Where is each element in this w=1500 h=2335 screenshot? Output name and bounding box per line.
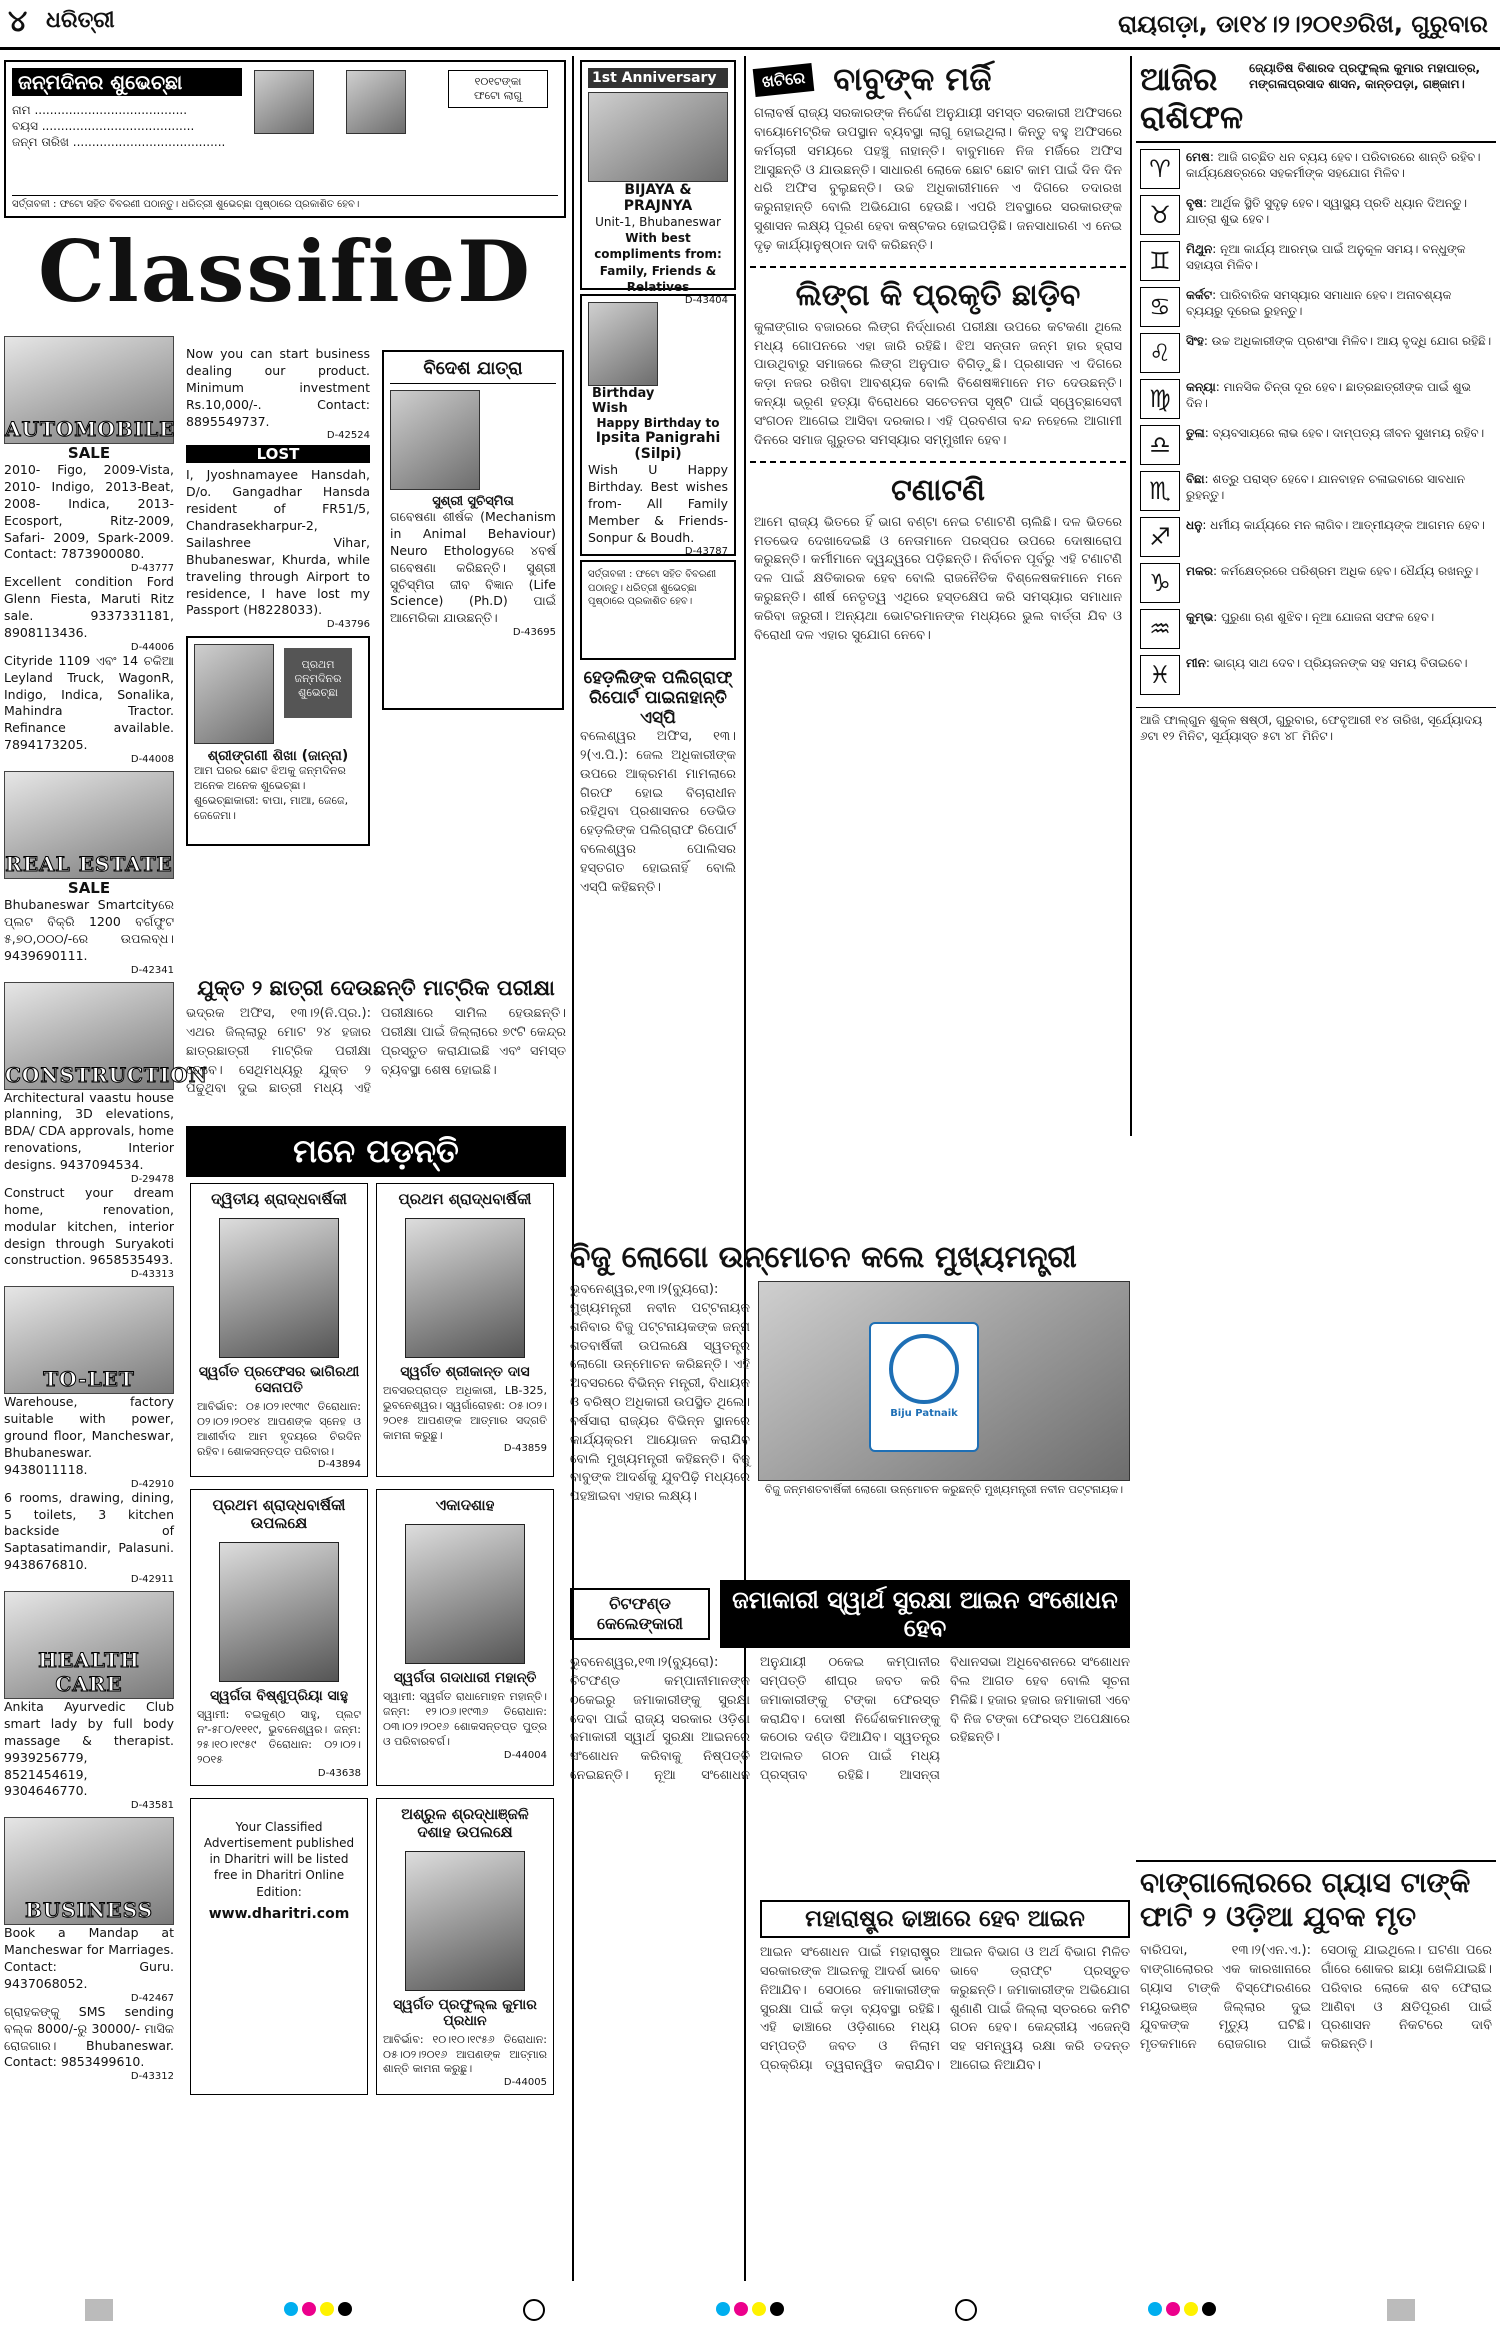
horoscope-title: ଆଜିର ରାଶିଫଳ bbox=[1140, 60, 1244, 137]
zodiac-entry: ♈ ମେଷ: ଆଜି ଗଚ୍ଛିତ ଧନ ବ୍ୟୟ ହେବ। ପରିବାରରେ ଶାନ୍ତି ରହିବ। କାର୍ଯ୍ୟକ୍ଷେତ୍ରରେ ସହକର୍ମୀଙ୍କ ସହଯୋଗ ମିଳିବ। bbox=[1140, 149, 1492, 189]
construction-ad-1: Architectural vaastu house planning, 3D elevations, BDA/ CDA approvals, home renovations, Interior designs. 9437094534. bbox=[4, 1089, 174, 1172]
bangalore-headline: ବାଙ୍ଗାଲୋରରେ ଗ୍ୟାସ ଟାଙ୍କି ଫାଟି ୨ ଓଡ଼ିଆ ଯୁବକ ମୃତ bbox=[1140, 1866, 1471, 1933]
notice-box: ସର୍ତ୍ତାବଳୀ : ଫଟୋ ସହିତ ବିବରଣୀ ପଠାନ୍ତୁ। ଧରିତ୍ରୀ ଶୁଭେଚ୍ଛା ପୃଷ୍ଠାରେ ପ୍ରକାଶିତ ହେବ। bbox=[580, 560, 736, 660]
maharashtra-body: ଆଇନ ସଂଶୋଧନ ପାଇଁ ମହାରାଷ୍ଟ୍ର ସରକାରଙ୍କ ଆଇନକୁ ଆଦର୍ଶ ଭାବେ ନିଆଯିବ। ସେଠାରେ ଜମାକାରୀଙ୍କ ସୁରକ୍ଷା ପାଇଁ କଡ଼ା ବ୍ୟବସ୍ଥା ରହିଛି। ଏହି ଢାଞ୍ଚାରେ ଓଡ଼ିଶାରେ ମଧ୍ୟ ସମ୍ପତ୍ତି ଜବତ ଓ ନିଲାମ ପ୍ରକ୍ରିୟା ତ୍ୱରାନ୍ୱିତ କରାଯିବ। ଆଇନ ବିଭାଗ ଓ ଅର୍ଥ ବିଭାଗ ମିଳିତ ଭାବେ ଡ୍ରାଫ୍ଟ ପ୍ରସ୍ତୁତ କରୁଛନ୍ତି। ଜମାକାରୀଙ୍କ ଅଭିଯୋଗ ଶୁଣାଣି ପାଇଁ ଜିଲ୍ଲା ସ୍ତରରେ କମିଟି ଗଠନ ହେବ। କେନ୍ଦ୍ରୀୟ ଏଜେନ୍ସି ସହ ସମନ୍ୱୟ ରକ୍ଷା କରି ତଦନ୍ତ ଆଗେଇ ନିଆଯିବ। bbox=[760, 1945, 1130, 2074]
zodiac-icon: ♍ bbox=[1140, 379, 1180, 419]
zodiac-list bbox=[1136, 143, 1496, 707]
zodiac-text: ମାନସିକ ଚିନ୍ତା ଦୂର ହେବ। ଛାତ୍ରଛାତ୍ରୀଙ୍କ ପାଇଁ ଶୁଭ ଦିନ। bbox=[1186, 379, 1471, 410]
child-photo bbox=[194, 644, 274, 744]
obituary-photo bbox=[405, 1524, 525, 1664]
anniversary-names: BIJAYA & PRAJNYA bbox=[623, 182, 693, 214]
zodiac-name: ମେଷ bbox=[1186, 149, 1210, 164]
obituary: ଦ୍ୱିତୀୟ ଶ୍ରାଦ୍ଧବାର୍ଷିକୀ ସ୍ୱର୍ଗତ ପ୍ରଫେସର ଭାଗିରଥୀ ସେନାପତି ଆବିର୍ଭାବ: ୦୫।୦୨।୧୯୩୯ ତିରୋଧାନ: ୦୨।୦୨।୨୦୧୪ ଆପଣଙ୍କ ସ୍ନେହ ଓ ଆଶୀର୍ବାଦ ଆମ ହୃଦୟରେ ଚିରଦିନ ରହିବ। ଶୋକସନ୍ତପ୍ତ ପରିବାର। D-43894 bbox=[190, 1183, 368, 1477]
field-date-label: ଜନ୍ମ ତାରିଖ bbox=[12, 135, 69, 150]
bangalore-body: ବାରିପଦା, ୧୩।୨(ଏନ.ଏ.): ବାଙ୍ଗାଲୋରର ଏକ କାରଖାନାରେ ଗ୍ୟାସ ଟାଙ୍କି ବିସ୍ଫୋରଣରେ ମୟୂରଭଞ୍ଜ ଜିଲ୍ଲାର ଦୁଇ ଯୁବକଙ୍କ ମୃତ୍ୟୁ ଘଟିଛି। ମୃତକମାନେ ରୋଜଗାର ପାଇଁ ସେଠାକୁ ଯାଇଥିଲେ। ଘଟଣା ପରେ ଗାଁରେ ଶୋକର ଛାୟା ଖେଳିଯାଇଛି। ପରିବାର ଲୋକେ ଶବ ଫେରାଇ ଆଣିବା ଓ କ୍ଷତିପୂରଣ ପାଇଁ ପ୍ରଶାସନ ନିକଟରେ ଦାବି କରିଛନ୍ତି। bbox=[1140, 1943, 1492, 2053]
zodiac-icon: ♊ bbox=[1140, 241, 1180, 281]
exam-body: ଭଦ୍ରକ ଅଫିସ, ୧୩।୨(ନି.ପ୍ର.): ଏଥର ଜିଲ୍ଲାରୁ ମୋଟ ୨୪ ହଜାର ଛାତ୍ରଛାତ୍ରୀ ମାଟ୍ରିକ ପରୀକ୍ଷା ଦେବେ। ସେଥିମଧ୍ୟରୁ ଯୁକ୍ତ ୨ ପଢୁଥିବା ଦୁଇ ଛାତ୍ରୀ ମଧ୍ୟ ଏହି ପରୀକ୍ଷାରେ ସାମିଲ ହେଉଛନ୍ତି। ପରୀକ୍ଷା ପାଇଁ ଜିଲ୍ଲାରେ ୭୯ଟି କେନ୍ଦ୍ର ପ୍ରସ୍ତୁତ କରାଯାଇଛି ଏବଂ ସମସ୍ତ ବ୍ୟବସ୍ଥା ଶେଷ ହୋଇଛି। bbox=[186, 1006, 566, 1097]
to-let-label: TO-LET bbox=[43, 1367, 135, 1392]
zodiac-entry: ♍ କନ୍ୟା: ମାନସିକ ଚିନ୍ତା ଦୂର ହେବ। ଛାତ୍ରଛାତ୍ରୀଙ୍କ ପାଇଁ ଶୁଭ ଦିନ। bbox=[1140, 379, 1492, 419]
tanatani-story bbox=[750, 469, 1126, 650]
zodiac-text: ଉଚ୍ଚ ଅଧିକାରୀଙ୍କ ପ୍ରଶଂସା ମିଳିବ। ଆୟ ବୃଦ୍ଧି ଯୋଗ ରହିଛି। bbox=[1211, 333, 1492, 348]
gray-bar bbox=[85, 2299, 113, 2321]
column-rule bbox=[572, 56, 574, 2281]
registration-mark bbox=[955, 2299, 977, 2321]
zodiac-entry: ♐ ଧନୁ: ଧର୍ମୀୟ କାର୍ଯ୍ୟରେ ମନ ଲାଗିବ। ଆତ୍ମୀୟଙ୍କ ଆଗମନ ହେବ। bbox=[1140, 517, 1492, 557]
zodiac-icon: ♎ bbox=[1140, 425, 1180, 465]
babu-column bbox=[750, 56, 1126, 260]
greetings-column bbox=[576, 56, 740, 916]
zodiac-entry: ♋ କର୍କଟ: ପାରିବାରିକ ସମସ୍ୟାର ସମାଧାନ ହେବ। ଅନାବଶ୍ୟକ ବ୍ୟୟରୁ ଦୂରେଇ ରୁହନ୍ତୁ। bbox=[1140, 287, 1492, 327]
gender-body: କୁଳାଙ୍ଗାର ବଜାରରେ ଲିଙ୍ଗ ନିର୍ଦ୍ଧାରଣ ପରୀକ୍ଷା ଉପରେ କଟକଣା ଥିଲେ ମଧ୍ୟ ଗୋପନରେ ଏହା ଜାରି ରହିଛି। ଝିଅ ସନ୍ତାନ ଜନ୍ମ ହାର ହ୍ରାସ ପାଉଥିବାରୁ ସମାଜରେ ଲିଙ୍ଗ ଅନୁପାତ ବିଗିଡ଼ୁଛି। ପ୍ରଶାସନ ଏ ଦିଗରେ କଡ଼ା ନଜର ରଖିବା ଆବଶ୍ୟକ ବୋଲି ବିଶେଷଜ୍ଞମାନେ ମତ ଦେଉଛନ୍ତି। କନ୍ୟା ଭ୍ରୂଣ ହତ୍ୟା ବିରୋଧରେ ସଚେତନତା ସୃଷ୍ଟି ପାଇଁ ସ୍ୱେଚ୍ଛାସେବୀ ସଂଗଠନ ଆଗେଇ ଆସିବା ଦରକାର। ଏହି ପ୍ରବଣତା ବନ୍ଦ ନହେଲେ ଆଗାମୀ ଦିନରେ ସମାଜ ଗୁରୁତର ସମସ୍ୟାର ସମ୍ମୁଖୀନ ହେବ। bbox=[754, 319, 1122, 448]
zodiac-icon: ♉ bbox=[1140, 195, 1180, 235]
zodiac-text: ଭାଗ୍ୟ ସାଥ ଦେବ। ପ୍ରିୟଜନଙ୍କ ସହ ସମୟ ବିତାଇବେ। bbox=[1213, 655, 1468, 670]
dateline: ରାୟଗଡ଼ା, ଡା୧୪।୨।୨୦୧୬ରିଖ, ଗୁରୁବାର bbox=[1118, 10, 1488, 38]
business-opportunity-ad: Now you can start business dealing our product. Minimum investment Rs.10,000/-. Contact: 8895549737. bbox=[186, 346, 370, 429]
zodiac-name: ତୁଳା bbox=[1186, 425, 1205, 440]
cm-photo bbox=[758, 1281, 1130, 1481]
zodiac-name: କର୍କଟ bbox=[1186, 287, 1213, 302]
obituary: ଏକାଦଶାହ ସ୍ୱର୍ଗତା ଗଦାଧାରୀ ମହାନ୍ତି ସ୍ୱାମୀ: ସ୍ୱର୍ଗତ ରାଧାମୋହନ ମହାନ୍ତି। ଜନ୍ମ: ୧୨।୦୬।୧୯୩୬ ତିରୋଧାନ: ୦୩।୦୨।୨୦୧୬ ଶୋକସନ୍ତପ୍ତ ପୁତ୍ର ଓ ପରିବାରବର୍ଗ। D-44004 bbox=[376, 1489, 554, 1785]
astrologer-credit: ଜ୍ୟୋତିଷ ବିଶାରଦ ପ୍ରଫୁଲ୍ଲ କୁମାର ମହାପାତ୍ର, ମଙ୍ଗଳାପ୍ରସାଦ ଶାସନ, କାନ୍ତପଡ଼ା, ଗଞ୍ଜାମ। bbox=[1249, 61, 1481, 92]
polygraph-story bbox=[576, 664, 740, 902]
birthday-form: ଜନ୍ମଦିନର ଶୁଭେଚ୍ଛା ନାମ ........................................ ବୟସ ........................................ ଜନ୍ମ ତାରିଖ ........................................ ୧୦୧ଟଙ୍କା ଫଟୋ ଲାଗୁ ସର୍ତ୍ତାବଳୀ : ଫଟୋ ସହିତ ବିବରଣୀ ପଠାନ୍ତୁ। ଧରିତ୍ରୀ ଶୁଭେଚ୍ଛା ପୃଷ୍ଠାରେ ପ୍ରକାଶିତ ହେବ। bbox=[4, 60, 566, 218]
zodiac-name: କନ୍ୟା bbox=[1186, 379, 1216, 394]
zodiac-name: ବିଛା bbox=[1186, 471, 1205, 486]
color-dots bbox=[282, 2301, 354, 2320]
zodiac-text: ବ୍ୟବସାୟରେ ଲାଭ ହେବ। ଦାମ୍ପତ୍ୟ ଜୀବନ ସୁଖମୟ ରହିବ। bbox=[1212, 425, 1485, 440]
zodiac-icon: ♏ bbox=[1140, 471, 1180, 511]
to-let-ad-2: 6 rooms, drawing, dining, 5 toilets, 3 kitchen backside of Saptasatimandir, Palasuni. 9438676810. bbox=[4, 1489, 174, 1573]
zodiac-text: ନୂଆ କାର୍ଯ୍ୟ ଆରମ୍ଭ ପାଇଁ ଅନୁକୂଳ ସମୟ। ବନ୍ଧୁଙ୍କ ସହାୟତା ମିଳିବ। bbox=[1186, 241, 1466, 272]
zodiac-name: ଧନୁ bbox=[1186, 517, 1203, 532]
student-name: ସୁଶ୍ରୀ ସୁଚିସ୍ମିତା bbox=[432, 494, 514, 509]
obituary: ପ୍ରଥମ ଶ୍ରାଦ୍ଧବାର୍ଷିକୀ ସ୍ୱର୍ଗତ ଶ୍ରୀକାନ୍ତ ଦାସ ଅବସରପ୍ରାପ୍ତ ଅଧିକାରୀ, LB-325, ଭୁବନେଶ୍ୱର। ସ୍ୱର୍ଗାରୋହଣ: ୦୫।୦୨।୨୦୧୫ ଆପଣଙ୍କ ଆତ୍ମାର ସଦ୍‌ଗତି କାମନା କରୁଛୁ। D-43859 bbox=[376, 1183, 554, 1477]
biju-logo bbox=[869, 1322, 979, 1452]
to-let-ad-1: Warehouse, factory suitable with power, ground floor, Mancheswar, Bhubaneswar. 9438011118. bbox=[4, 1394, 174, 1477]
classified-title: ClassifieD bbox=[37, 222, 533, 321]
zodiac-name: ସିଂହ bbox=[1186, 333, 1204, 348]
tanatani-headline: ଟଣାଟଣି bbox=[891, 472, 985, 508]
birthday-wish-label: Birthday Wish bbox=[592, 386, 655, 416]
anniversary-box: 1st Anniversary BIJAYA & PRAJNYA Unit-1, Bhubaneswar With best compliments from: Family, Friends & Relatives D-43404 bbox=[580, 60, 736, 290]
birthday-wish-box: Birthday Wish Happy Birthday to Ipsita Panigrahi (Silpi) Wish U Happy Birthday. Best wishes from- All Family Member & Friends- Sonpur & Boudh. D-43787 bbox=[580, 294, 736, 556]
construction-ad-2: Construct your dream home, renovation, modular kitchen, interior design through Suryakoti construction. 9658535493. bbox=[4, 1184, 174, 1268]
zodiac-text: କର୍ମକ୍ଷେତ୍ରରେ ପରିଶ୍ରମ ଅଧିକ ହେବ। ଧୈର୍ଯ୍ୟ ରଖନ୍ତୁ। bbox=[1220, 563, 1479, 578]
zodiac-icon: ♈ bbox=[1140, 149, 1180, 189]
lost-passport-ad: I, Jyoshnamayee Hansdah, D/o. Gangadhar Hansda resident of FR51/5, Chandrasekharpur-2, Sailashree Vihar, Bhubaneswar, Khurda, while traveling through Airport to residence, I have lost my Passport (H8228033). bbox=[186, 467, 370, 618]
sale-label: SALE bbox=[67, 444, 111, 462]
tanatani-body: ଆମେ ରାଜ୍ୟ ଭିତରେ ହିଁ ଭାଗ ବଣ୍ଟା ନେଇ ଟଣାଟଣି ଚାଲିଛି। ଦଳ ଭିତରେ ମତଭେଦ ଦେଖାଦେଇଛି ଓ ନେତାମାନେ ପରସ୍ପର ଉପରେ ଦୋଷାରୋପ କରୁଛନ୍ତି। କର୍ମୀମାନେ ଦ୍ୱନ୍ଦ୍ୱରେ ପଡ଼ିଛନ୍ତି। ନିର୍ବାଚନ ପୂର୍ବରୁ ଏହି ଟଣାଟଣି ଦଳ ପାଇଁ କ୍ଷତିକାରକ ହେବ ବୋଲି ରାଜନୈତିକ ବିଶ୍ଳେଷକମାନେ ମନେ କରୁଛନ୍ତି। ଶୀର୍ଷ ନେତୃତ୍ୱ ଏଥିରେ ହସ୍ତକ୍ଷେପ କରି ସମସ୍ୟାର ସମାଧାନ କରିବା ଜରୁରୀ। ଅନ୍ୟଥା ଭୋଟରମାନଙ୍କ ମଧ୍ୟରେ ଭୁଲ ବାର୍ତ୍ତା ଯିବ ଓ ବିରୋଧୀ ଦଳ ଏହାର ସୁଯୋଗ ନେବେ। bbox=[754, 514, 1122, 643]
gender-story bbox=[750, 274, 1126, 455]
student-photo bbox=[390, 390, 480, 490]
exam-story bbox=[186, 976, 566, 1099]
zodiac-text: ପୁରୁଣା ଋଣ ଶୁଝିବ। ନୂଆ ଯୋଜନା ସଫଳ ହେବ। bbox=[1221, 609, 1435, 624]
business-image bbox=[4, 1817, 174, 1925]
classifieds-area bbox=[0, 56, 570, 2281]
exam-headline: ଯୁକ୍ତ ୨ ଛାତ୍ରୀ ଦେଉଛନ୍ତି ମାଟ୍ରିକ ପରୀକ୍ଷା bbox=[197, 976, 555, 1000]
zodiac-icon: ♓ bbox=[1140, 655, 1180, 695]
obituary: ପ୍ରଥମ ଶ୍ରାଦ୍ଧବାର୍ଷିକୀ ଉପଲକ୍ଷେ ସ୍ୱର୍ଗତା ବିଷ୍ଣୁପ୍ରିୟା ସାହୁ ସ୍ୱାମୀ: ବଇକୁଣ୍ଠ ସାହୁ, ପ୍ଲଟ ନଂ-୫୮୦/୧୧୧୯, ଭୁବନେଶ୍ୱର। ଜନ୍ମ: ୨୫।୧୦।୧୯୫୯ ତିରୋଧାନ: ୦୨।୦୨।୨୦୧୫ D-43638 bbox=[190, 1489, 368, 1785]
chitfund-headline: ଜମାକାରୀ ସ୍ୱାର୍ଥ ସୁରକ୍ଷା ଆଇନ ସଂଶୋଧନ ହେବ bbox=[720, 1580, 1130, 1648]
field-name-label: ନାମ bbox=[12, 103, 31, 117]
dharitri-online-ad: Your Classified Advertisement published in Dharitri will be listed free in Dharitri Online Edition: www.dharitri.com bbox=[190, 1798, 368, 2096]
child-birthday-box bbox=[186, 636, 370, 846]
polygraph-body: ବଲେଶ୍ୱର ଅଫିସ, ୧୩।୨(ଏ.ପି.): ଜେଲ ଅଧିକାରୀଙ୍କ ଉପରେ ଆକ୍ରମଣ ମାମଲାରେ ଗିରଫ ହୋଇ ବିଚାରାଧୀନ ରହିଥିବା ପ୍ରଶାସନର ଡେଭିଡ ହେଡ଼ଲିଙ୍କ ପଲିଗ୍ରାଫ ରିପୋର୍ଟ ବଲେଶ୍ୱର ପୋଲିସର ହସ୍ତଗତ ହୋଇନାହିଁ ବୋଲି ଏସ୍‌ପି କହିଛନ୍ତି। bbox=[580, 729, 736, 895]
print-marks bbox=[0, 2285, 1500, 2335]
automobile-image bbox=[4, 336, 174, 444]
zodiac-text: ଆଜି ଗଚ୍ଛିତ ଧନ ବ୍ୟୟ ହେବ। ପରିବାରରେ ଶାନ୍ତି ରହିବ। କାର୍ଯ୍ୟକ୍ଷେତ୍ରରେ ସହକର୍ମୀଙ୍କ ସହଯୋଗ ମିଳିବ। bbox=[1186, 149, 1481, 180]
biju-caption: ବିଜୁ ଜନ୍ମଶତବାର୍ଷିକୀ ଲୋଗୋ ଉନ୍ମୋଚନ କରୁଛନ୍ତି ମୁଖ୍ୟମନ୍ତ୍ରୀ ନବୀନ ପଟ୍ଟନାୟକ। bbox=[764, 1483, 1124, 1496]
biju-logo-text: Biju Patnaik bbox=[890, 1408, 958, 1419]
zodiac-icon: ♒ bbox=[1140, 609, 1180, 649]
gender-headline: ଲିଙ୍ଗ କି ପ୍ରକୃତି ଛାଡ଼ିବ bbox=[795, 277, 1081, 313]
chitfund-story bbox=[570, 1580, 1130, 1900]
child-photo-2 bbox=[346, 70, 406, 134]
lost-label: LOST bbox=[186, 445, 370, 463]
page-number: ୪ bbox=[8, 4, 28, 39]
automobile-label: AUTOMOBILE bbox=[5, 417, 176, 441]
panjika-footer: ଆଜି ଫାଲ୍‌ଗୁନ ଶୁକ୍ଳ ଷଷ୍ଠୀ, ଗୁରୁବାର, ଫେବୃଆରୀ ୧୪ ତାରିଖ, ସୂର୍ଯ୍ୟୋଦୟ ୬ଟା ୧୨ ମିନିଟ, ସୂର୍ଯ୍ୟାସ୍ତ ୫ଟା ୪୮ ମିନିଟ। bbox=[1136, 707, 1496, 748]
color-dots bbox=[714, 2301, 786, 2320]
birthday-form-note: ସର୍ତ୍ତାବଳୀ : ଫଟୋ ସହିତ ବିବରଣୀ ପଠାନ୍ତୁ। ଧରିତ୍ରୀ ଶୁଭେଚ୍ଛା ପୃଷ୍ଠାରେ ପ୍ରକାଶିତ ହେବ। bbox=[12, 195, 558, 210]
masthead: ଧରିତ୍ରୀ bbox=[46, 8, 115, 33]
real-estate-image bbox=[4, 771, 174, 879]
zodiac-entry: ♓ ମୀନ: ଭାଗ୍ୟ ସାଥ ଦେବ। ପ୍ରିୟଜନଙ୍କ ସହ ସମୟ ବିତାଇବେ। bbox=[1140, 655, 1492, 695]
chitfund-body: ଭୁବନେଶ୍ୱର,୧୩।୨(ବ୍ୟୁରୋ): ଚିଟଫଣ୍ଡ କମ୍ପାନୀମାନଙ୍କ ଠକେଇରୁ ଜମାକାରୀଙ୍କୁ ସୁରକ୍ଷା ଦେବା ପାଇଁ ରାଜ୍ୟ ସରକାର ଓଡ଼ିଶା ଜମାକାରୀ ସ୍ୱାର୍ଥ ସୁରକ୍ଷା ଆଇନରେ ସଂଶୋଧନ କରିବାକୁ ନିଷ୍ପତ୍ତି ନେଇଛନ୍ତି। ନୂଆ ସଂଶୋଧନ ଅନୁଯାୟୀ ଠକେଇ କମ୍ପାନୀର ସମ୍ପତ୍ତି ଶୀଘ୍ର ଜବତ କରି ଜମାକାରୀଙ୍କୁ ଟଙ୍କା ଫେରସ୍ତ କରାଯିବ। ଦୋଷୀ ନିର୍ଦ୍ଦେଶକମାନଙ୍କୁ କଠୋର ଦଣ୍ଡ ଦିଆଯିବ। ସ୍ୱତନ୍ତ୍ର ଅଦାଲତ ଗଠନ ପାଇଁ ମଧ୍ୟ ପ୍ରସ୍ତାବ ରହିଛି। ଆସନ୍ତା ବିଧାନସଭା ଅଧିବେଶନରେ ସଂଶୋଧନ ବିଲ ଆଗତ ହେବ ବୋଲି ସୂଚନା ମିଳିଛି। ହଜାର ହଜାର ଜମାକାରୀ ଏବେ ବି ନିଜ ଟଙ୍କା ଫେରସ୍ତ ଅପେକ୍ଷାରେ ରହିଛନ୍ତି। bbox=[570, 1655, 1130, 1784]
biju-headline: ବିଜୁ ଲୋଗୋ ଉନ୍ମୋଚନ କଲେ ମୁଖ୍ୟମନ୍ତ୍ରୀ bbox=[570, 1240, 1077, 1275]
babu-body: ଗଲାବର୍ଷ ରାଜ୍ୟ ସରକାରଙ୍କ ନିର୍ଦ୍ଦେଶ ଅନୁଯାୟୀ ସମସ୍ତ ସରକାରୀ ଅଫିସରେ ବାୟୋମେଟ୍ରିକ ଉପସ୍ଥାନ ବ୍ୟବସ୍ଥା ଲାଗୁ ହୋଇଥିଲା। କିନ୍ତୁ ବହୁ ଅଫିସରେ କର୍ମଚାରୀ ସମୟରେ ପହଞ୍ଚୁ ନାହାନ୍ତି। ବାବୁମାନେ ନିଜ ମର୍ଜିରେ ଅଫିସ ଆସୁଛନ୍ତି ଓ ଯାଉଛନ୍ତି। ସାଧାରଣ ଲୋକେ ଛୋଟ ଛୋଟ କାମ ପାଇଁ ଦିନ ଦିନ ଧରି ଅଫିସ ବୁଲୁଛନ୍ତି। ଉଚ୍ଚ ଅଧିକାରୀମାନେ ଏ ଦିଗରେ ତଦାରଖ କରୁନାହାନ୍ତି ବୋଲି ଅଭିଯୋଗ ହେଉଛି। ଏପରି ଅବସ୍ଥାରେ ସରକାରଙ୍କ ସୁଶାସନ ଲକ୍ଷ୍ୟ ପୂରଣ ହେବା କଷ୍ଟକର ହୋଇପଡ଼ିଛି। ଜନସାଧାରଣ ଏ ନେଇ ଦୃଢ଼ କାର୍ଯ୍ୟାନୁଷ୍ଠାନ ଦାବି କରିଛନ୍ତି। bbox=[754, 106, 1122, 253]
girl-photo bbox=[588, 302, 658, 386]
category-sidebar: AUTOMOBILE SALE 2010- Figo, 2009-Vista, 2010- Indigo, 2013-Beat, 2008- Indica, 2013- Ecosport, Ritz-2009, Safari- 2009, Spark-2009. Contact: 7873900080. D-43777 Excellent condition Ford Glenn Fiesta, Maruti Ritz sale. 9337331181, 8908113436. D-44006 Cityride 1109 ଏବଂ 14 ଚକିଆ Leyland Truck, WagonR, Indigo, Indica, Sonalika, Mahindra Tractor. Refinance available. 7894173205. D-44008 REAL ESTATE SALE Bhubaneswar Smartcityରେ ପ୍ଲଟ ବିକ୍ରି 1200 ବର୍ଗଫୁଟ ୫,୭୦,୦୦୦/-ରେ ଉପଲବ୍ଧ। 9439690111. D-42341 CONSTRUCTION Architectural vaastu house planning, 3D elevations, BDA/ CDA approvals, home renovations, Interior designs. 9437094534. D-29478 Construct your dream home, renovation, modular kitchen, interior design through Suryakoti construction. 9658535493. D-43313 TO-LET Warehouse, factory suitable with power, ground floor, Mancheswar, Bhubaneswar. 9438011118. D-42910 6 rooms, drawing, dining, 5 toilets, 3 kitchen backside of Saptasatimandir, Palasuni. 9438676810. D-42911 HEALTH CARE Ankita Ayurvedic Club smart lady by full body massage & therapist. 9939256779, 8521454619, 9304646770. D-43581 BUSINESS Book a Mandap at Mancheswar for Marriages. Contact: Guru. 9437068052. D-42467 ଗ୍ରାହକଙ୍କୁ SMS sending ବଲ୍କ 8000/-ରୁ 30000/- ମାସିକ ରୋଜଗାର। Bhubaneswar. Contact: 9853499610. D-43312 bbox=[4, 336, 174, 2082]
column-rule bbox=[1130, 56, 1132, 1136]
zodiac-text: ପାରିବାରିକ ସମସ୍ୟାର ସମାଧାନ ହେବ। ଅନାବଶ୍ୟକ ବ୍ୟୟରୁ ଦୂରେଇ ରୁହନ୍ତୁ। bbox=[1186, 287, 1452, 318]
birthday-form-title: ଜନ୍ମଦିନର ଶୁଭେଚ୍ଛା bbox=[12, 68, 242, 96]
health-care-image bbox=[4, 1591, 174, 1699]
zodiac-entry: ♊ ମିଥୁନ: ନୂଆ କାର୍ଯ୍ୟ ଆରମ୍ଭ ପାଇଁ ଅନୁକୂଳ ସମୟ। ବନ୍ଧୁଙ୍କ ସହାୟତା ମିଳିବ। bbox=[1140, 241, 1492, 281]
anniversary-label: 1st Anniversary bbox=[588, 68, 728, 88]
foreign-trip-body: ଗବେଷଣା ଶୀର୍ଷକ (Mechanism in Animal Behaviour) Neuro Ethologyରେ ୪ବର୍ଷ ଗବେଷଣା କରିଛନ୍ତି। ସୁଶ୍ରୀ ସୁଚିସ୍ମିତା ଜୀବ ବିଜ୍ଞାନ (Life Science) (Ph.D) ପାଇଁ ଆମେରିକା ଯାଉଛନ୍ତି। bbox=[390, 509, 556, 626]
column-rule bbox=[744, 56, 746, 2281]
zodiac-icon: ♋ bbox=[1140, 287, 1180, 327]
zodiac-entry: ♏ ବିଛା: ଶତ୍ରୁ ପରାସ୍ତ ହେବେ। ଯାନବାହନ ଚଳାଇବାରେ ସାବଧାନ ରୁହନ୍ତୁ। bbox=[1140, 471, 1492, 511]
couple-photo bbox=[588, 92, 728, 182]
auto-ad-1: 2010- Figo, 2009-Vista, 2010- Indigo, 2013-Beat, 2008- Indica, 2013- Ecosport, Ritz-2009, Safari- 2009, Spark-2009. Contact: 7873900080. bbox=[4, 462, 174, 562]
first-birthday-badge: ପ୍ରଥମ ଜନ୍ମଦିନର ଶୁଭେଚ୍ଛା bbox=[284, 648, 352, 718]
editorial-column bbox=[750, 56, 1126, 1276]
babu-headline: ବାବୁଙ୍କ ମର୍ଜି bbox=[833, 60, 992, 98]
auto-ad-2: Excellent condition Ford Glenn Fiesta, Maruti Ritz sale. 9337331181, 8908113436. bbox=[4, 574, 174, 640]
page-header bbox=[0, 0, 1500, 50]
price-box: ୧୦୧ଟଙ୍କା ଫଟୋ ଲାଗୁ bbox=[448, 70, 548, 108]
zodiac-entry: ♒ କୁମ୍ଭ: ପୁରୁଣା ଋଣ ଶୁଝିବ। ନୂଆ ଯୋଜନା ସଫଳ ହେବ। bbox=[1140, 609, 1492, 649]
dharitri-url[interactable]: www.dharitri.com bbox=[208, 1905, 350, 1922]
to-let-image bbox=[4, 1286, 174, 1394]
business-label: BUSINESS bbox=[24, 1898, 154, 1923]
health-care-ad-1: Ankita Ayurvedic Club smart lady by full body massage & therapist. 9939256779, 8521454619, 9304646770. bbox=[4, 1699, 174, 1799]
zodiac-name: ମିଥୁନ bbox=[1186, 241, 1213, 256]
obituary: ଅଶ୍ରୁଳ ଶ୍ରଦ୍ଧାଞ୍ଜଳି ଦଶାହ ଉପଲକ୍ଷେ ସ୍ୱର୍ଗତ ପ୍ରଫୁଲ୍ଲ କୁମାର ପ୍ରଧାନ ଆବିର୍ଭାବ: ୧୦।୧୦।୧୯୫୬ ତିରୋଧାନ: ୦୫।୦୨।୨୦୧୬ ଆପଣଙ୍କ ଆତ୍ମାର ଶାନ୍ତି କାମନା କରୁଛୁ। D-44005 bbox=[376, 1798, 554, 2096]
zodiac-icon: ♌ bbox=[1140, 333, 1180, 373]
field-age-label: ବୟସ bbox=[12, 119, 38, 134]
foreign-trip-box: ବିଦେଶ ଯାତ୍ରା ସୁଶ୍ରୀ ସୁଚିସ୍ମିତା ଗବେଷଣା ଶୀର୍ଷକ (Mechanism in Animal Behaviour) Neuro Ethologyରେ ୪ବର୍ଷ ଗବେଷଣା କରିଛନ୍ତି। ସୁଶ୍ରୀ ସୁଚିସ୍ମିତା ଜୀବ ବିଜ୍ଞାନ (Life Science) (Ph.D) ପାଇଁ ଆମେରିକା ଯାଉଛନ୍ତି। D-43695 bbox=[382, 350, 564, 710]
registration-mark bbox=[523, 2299, 545, 2321]
zodiac-text: ଶତ୍ରୁ ପରାସ୍ତ ହେବେ। ଯାନବାହନ ଚଳାଇବାରେ ସାବଧାନ ରୁହନ୍ତୁ। bbox=[1186, 471, 1466, 502]
memorial-section bbox=[186, 1126, 566, 2101]
babu-kicker: ଖଟିରେ bbox=[753, 62, 815, 96]
auto-ad-3: Cityride 1109 ଏବଂ 14 ଚକିଆ Leyland Truck, WagonR, Indigo, Indica, Sonalika, Mahindra Tractor. Refinance available. 7894173205. bbox=[4, 652, 174, 753]
obituary-photo bbox=[405, 1218, 525, 1358]
maharashtra-headline: ମହାରାଷ୍ଟ୍ର ଢାଞ୍ଚାରେ ହେବ ଆଇନ bbox=[760, 1900, 1130, 1938]
zodiac-entry: ♉ ବୃଷ: ଆର୍ଥିକ ସ୍ଥିତି ସୁଦୃଢ଼ ହେବ। ସ୍ୱାସ୍ଥ୍ୟ ପ୍ରତି ଧ୍ୟାନ ଦିଅନ୍ତୁ। ଯାତ୍ରା ଶୁଭ ହେବ। bbox=[1140, 195, 1492, 235]
zodiac-name: ବୃଷ bbox=[1186, 195, 1204, 210]
child-photo-1 bbox=[254, 70, 314, 134]
bangalore-story bbox=[1136, 1860, 1496, 2270]
zodiac-name: କୁମ୍ଭ bbox=[1186, 609, 1214, 624]
zodiac-entry: ♌ ସିଂହ: ଉଚ୍ଚ ଅଧିକାରୀଙ୍କ ପ୍ରଶଂସା ମିଳିବ। ଆୟ ବୃଦ୍ଧି ଯୋଗ ରହିଛି। bbox=[1140, 333, 1492, 373]
zodiac-text: ଧର୍ମୀୟ କାର୍ଯ୍ୟରେ ମନ ଲାଗିବ। ଆତ୍ମୀୟଙ୍କ ଆଗମନ ହେବ। bbox=[1210, 517, 1485, 532]
obituary-photo bbox=[219, 1542, 339, 1682]
biju-logo-story bbox=[570, 1240, 1130, 1560]
zodiac-name: ମକର bbox=[1186, 563, 1213, 578]
child-wish-text: ଆମ ଘରର ଛୋଟ ଝିଅକୁ ଜନ୍ମଦିନର ଅନେକ ଅନେକ ଶୁଭେଚ୍ଛା। ଶୁଭେଚ୍ଛାକାରୀ: ବାପା, ମାଆ, ଜେଜେ, ଜେଜେମା। bbox=[194, 764, 349, 822]
birthday-name: Ipsita Panigrahi (Silpi) bbox=[595, 430, 721, 462]
business-ad-1: Book a Mandap at Mancheswar for Marriages. Contact: Guru. 9437068052. bbox=[4, 1925, 174, 1991]
zodiac-text: ଆର୍ଥିକ ସ୍ଥିତି ସୁଦୃଢ଼ ହେବ। ସ୍ୱାସ୍ଥ୍ୟ ପ୍ରତି ଧ୍ୟାନ ଦିଅନ୍ତୁ। ଯାତ୍ରା ଶୁଭ ହେବ। bbox=[1186, 195, 1468, 226]
memorial-title: ମନେ ପଡ଼ନ୍ତି bbox=[186, 1126, 566, 1177]
zodiac-icon: ♑ bbox=[1140, 563, 1180, 603]
foreign-trip-title: ବିଦେଶ ଯାତ୍ରା bbox=[390, 358, 556, 384]
real-estate-ad-1: Bhubaneswar Smartcityରେ ପ୍ଲଟ ବିକ୍ରି 1200 ବର୍ଗଫୁଟ ୫,୭୦,୦୦୦/-ରେ ଉପଲବ୍ଧ। 9439690111. bbox=[4, 897, 174, 963]
real-estate-label: REAL ESTATE bbox=[5, 852, 173, 876]
child-name: ଶ୍ରୀଙ୍ଗଣୀ ଶିଖା (ଜାନ୍ନା) bbox=[207, 748, 349, 765]
polygraph-headline: ହେଡ଼ଲିଙ୍କ ପଲିଗ୍ରାଫ୍ ରିପୋର୍ଟ ପାଇନାହାନ୍ତି ଏସ୍‌ପି bbox=[583, 668, 733, 728]
ads-middle: Now you can start business dealing our product. Minimum investment Rs.10,000/-. Contact: 8895549737. D-42524 LOST I, Jyoshnamayee Hansdah, D/o. Gangadhar Hansda resident of FR51/5, Chandrasekharpur-2, Sailashree Vihar, Bhubaneswar, Khurda, while traveling through Airport to residence, I have lost my Passport (H8228033). D-43796 ପ୍ରଥମ ଜନ୍ମଦିନର ଶୁଭେଚ୍ଛା ଶ୍ରୀଙ୍ଗଣୀ ଶିଖା (ଜାନ୍ନା) ଆମ ଘରର ଛୋଟ ଝିଅକୁ ଜନ୍ମଦିନର ଅନେକ ଅନେକ ଶୁଭେଚ୍ଛା। ଶୁଭେଚ୍ଛାକାରୀ: ବାପା, ମାଆ, ଜେଜେ, ଜେଜେମା। bbox=[186, 346, 370, 852]
zodiac-name: ମୀନ bbox=[1186, 655, 1206, 670]
zodiac-entry: ♎ ତୁଳା: ବ୍ୟବସାୟରେ ଲାଭ ହେବ। ଦାମ୍ପତ୍ୟ ଜୀବନ ସୁଖମୟ ରହିବ। bbox=[1140, 425, 1492, 465]
obituary-photo bbox=[405, 1851, 525, 1991]
zodiac-entry: ♑ ମକର: କର୍ମକ୍ଷେତ୍ରରେ ପରିଶ୍ରମ ଅଧିକ ହେବ। ଧୈର୍ଯ୍ୟ ରଖନ୍ତୁ। bbox=[1140, 563, 1492, 603]
health-care-label: HEALTH CARE bbox=[38, 1648, 140, 1696]
zodiac-icon: ♐ bbox=[1140, 517, 1180, 557]
obituary-photo bbox=[219, 1218, 339, 1358]
maharashtra-story bbox=[760, 1900, 1130, 2270]
construction-image bbox=[4, 982, 208, 1090]
biju-body: ଭୁବନେଶ୍ୱର,୧୩।୨(ବ୍ୟୁରୋ): ମୁଖ୍ୟମନ୍ତ୍ରୀ ନବୀନ ପଟ୍ଟନାୟକ ଶନିବାର ବିଜୁ ପଟ୍ଟନାୟକଙ୍କ ଜନ୍ମ ଶତବାର୍ଷିକୀ ଉପଲକ୍ଷେ ସ୍ୱତନ୍ତ୍ର ଲୋଗୋ ଉନ୍ମୋଚନ କରିଛନ୍ତି। ଏହି ଅବସରରେ ବିଭିନ୍ନ ମନ୍ତ୍ରୀ, ବିଧାୟକ ଓ ବରିଷ୍ଠ ଅଧିକାରୀ ଉପସ୍ଥିତ ଥିଲେ। ବର୍ଷସାରା ରାଜ୍ୟର ବିଭିନ୍ନ ସ୍ଥାନରେ କାର୍ଯ୍ୟକ୍ରମ ଆୟୋଜନ କରାଯିବ ବୋଲି ମୁଖ୍ୟମନ୍ତ୍ରୀ କହିଛନ୍ତି। ବିଜୁ ବାବୁଙ୍କ ଆଦର୍ଶକୁ ଯୁବପିଢ଼ି ମଧ୍ୟରେ ପହଞ୍ଚାଇବା ଏହାର ଲକ୍ଷ୍ୟ। bbox=[570, 1282, 750, 1505]
gray-bar bbox=[1387, 2299, 1415, 2321]
chitfund-tag: ଚିଟଫଣ୍ଡ କେଲେଙ୍କାରୀ bbox=[570, 1588, 710, 1640]
horoscope-column bbox=[1136, 56, 1496, 1856]
construction-label: CONSTRUCTION bbox=[5, 1062, 208, 1087]
business-ad-2: ଗ୍ରାହକଙ୍କୁ SMS sending ବଲ୍କ 8000/-ରୁ 30000/- ମାସିକ ରୋଜଗାର। Bhubaneswar. Contact: 9853499610. bbox=[4, 2003, 174, 2070]
color-dots bbox=[1146, 2301, 1218, 2320]
